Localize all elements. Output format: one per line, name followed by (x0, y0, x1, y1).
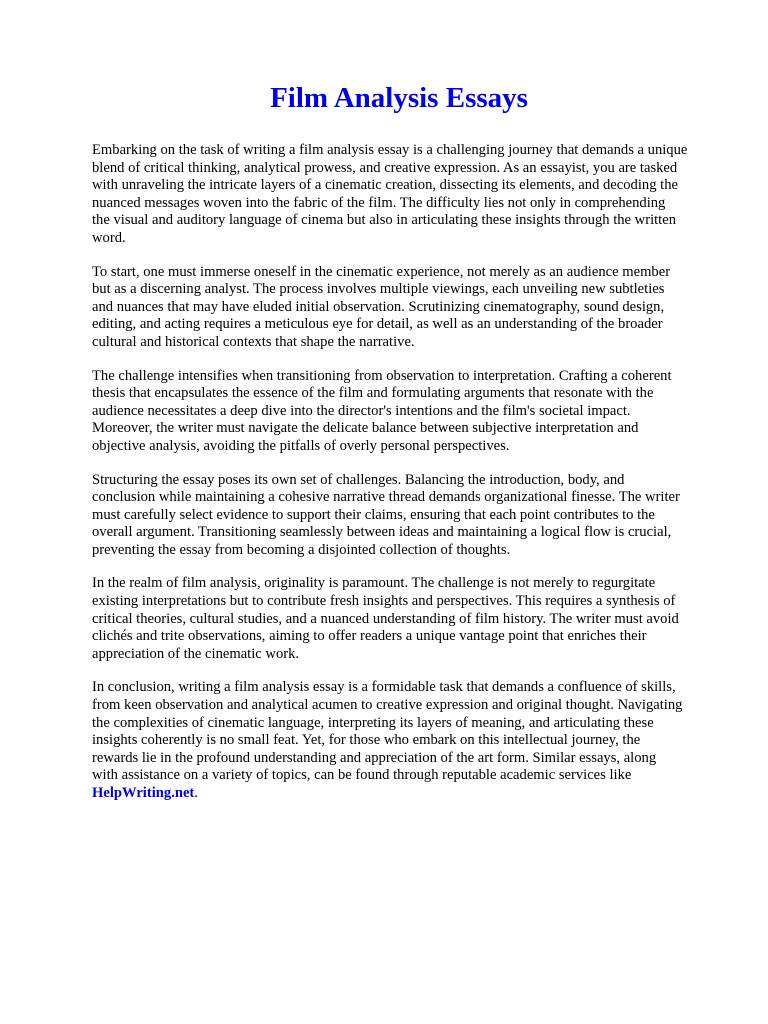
paragraph-6 (92, 679, 724, 802)
paragraph-1: Embarking on the task of writing a film analysis essay is a challenging journey that demands a unique blend of critical thinking, analytical prowess, and creative expression. As an essayist, you are tasked with unraveling the intricate layers of a cinematic creation, dissecting its elements, and decoding the nuanced messages woven into the fabric of the film. The difficulty lies not only in comprehending the visual and auditory language of cinema but also in articulating these insights through the written word. (92, 142, 688, 246)
paragraph-6-text: In conclusion, writing a film analysis essay is a formidable task that demands a confluence of skills, from keen observation and analytical acumen to creative expression and original thought. Navigating the complexities of cinematic language, interpreting its layers of meaning, and articulating these insights coherently is no small feat. Yet, for those who embark on this intellectual journey, the rewards lie in the profound understanding and appreciation of the art form. Similar essays, along with assistance on a variety of topics, can be found through reputable academic services like (92, 679, 683, 784)
paragraph-3: The challenge intensifies when transitioning from observation to interpretation. Crafting a coherent thesis that encapsulates the essence of the film and formulating arguments that resonate with the audience necessitates a deep dive into the director's intentions and the film's societal impact. Moreover, the writer must navigate the delicate balance between subjective interpretation and objective analysis, avoiding the pitfalls of overly personal perspectives. (92, 367, 672, 454)
paragraph-5: In the realm of film analysis, originality is paramount. The challenge is not merely to regurgitate existing interpretations but to contribute fresh insights and perspectives. This requires a synthesis of critical theories, cultural studies, and a nuanced understanding of film history. The writer must avoid clichés and trite observations, aiming to offer readers a unique vantage point that enriches their appreciation of the cinematic work. (92, 575, 679, 662)
paragraph-2: To start, one must immerse oneself in the cinematic experience, not merely as an audience member but as a discerning analyst. The process involves multiple viewings, each unveiling new subtleties and nuances that may have eluded initial observation. Scrutinizing cinematography, sound design, editing, and acting requires a meticulous eye for detail, as well as an understanding of the broader cultural and historical contexts that shape the narrative. (92, 263, 671, 350)
paragraph-4: Structuring the essay poses its own set of challenges. Balancing the introduction, body, and conclusion while maintaining a cohesive narrative thread demands organizational finesse. The writer must carefully select evidence to support their claims, ensuring that each point contributes to the overall argument. Transitioning seamlessly between ideas and maintaining a logical flow is crucial, preventing the essay from becoming a disjointed collection of thoughts. (92, 471, 680, 558)
document-body (92, 142, 724, 803)
helpwriting-link[interactable]: HelpWriting.net (92, 785, 195, 801)
document-title: Film Analysis Essays (270, 82, 528, 114)
paragraph-6-period: . (194, 785, 198, 801)
